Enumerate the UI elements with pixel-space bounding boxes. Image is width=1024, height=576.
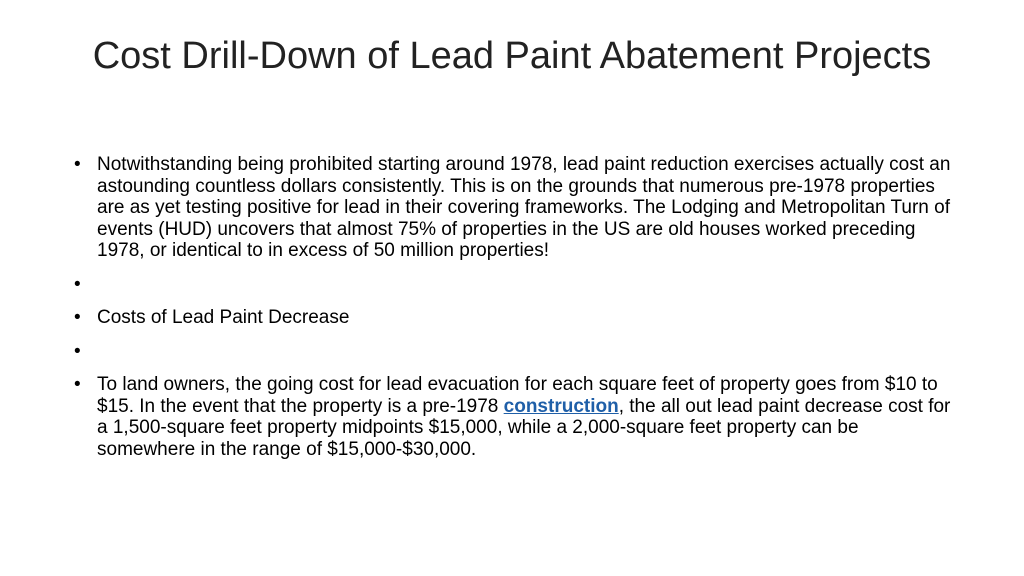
bullet-text: Costs of Lead Paint Decrease [97,307,350,328]
bullet-item-costs-heading [74,307,954,329]
bullet-list [74,154,954,472]
bullet-dot-icon: • [74,307,81,328]
bullet-item-empty [74,341,954,363]
bullet-text: Notwithstanding being prohibited starting around 1978, lead paint reduction exercises actually cost an astounding countless dollars consistently. This is on the grounds that numerous pre-1978 properties are as yet testing positive for lead in their covering frameworks. The Lodging and Metropolitan Turn of events (HUD) uncovers that almost 75% of properties in the US are old houses worked preceding 1978, or identical to in excess of 50 million properties! [97,154,951,261]
bullet-text-after: , the all out lead paint decrease cost for a 1,500-square feet property midpoints $15,000, while a 2,000-square feet property can be somewhere in the range of $15,000-$30,000. [97,395,951,460]
bullet-dot-icon: • [74,340,81,362]
slide-title: Cost Drill-Down of Lead Paint Abatement Projects [92,35,932,77]
construction-link[interactable]: construction [503,395,619,417]
bullet-item-intro [74,154,954,262]
bullet-dot-icon: • [74,374,81,395]
bullet-item-empty [74,274,954,296]
bullet-text-before: To land owners, the going cost for lead evacuation for each square feet of property goes from $10 to $15. In the event that the property is a pre-1978 [97,374,938,417]
bullet-dot-icon: • [74,154,81,175]
bullet-dot-icon: • [74,273,81,295]
bullet-item-costs-detail [74,374,954,460]
